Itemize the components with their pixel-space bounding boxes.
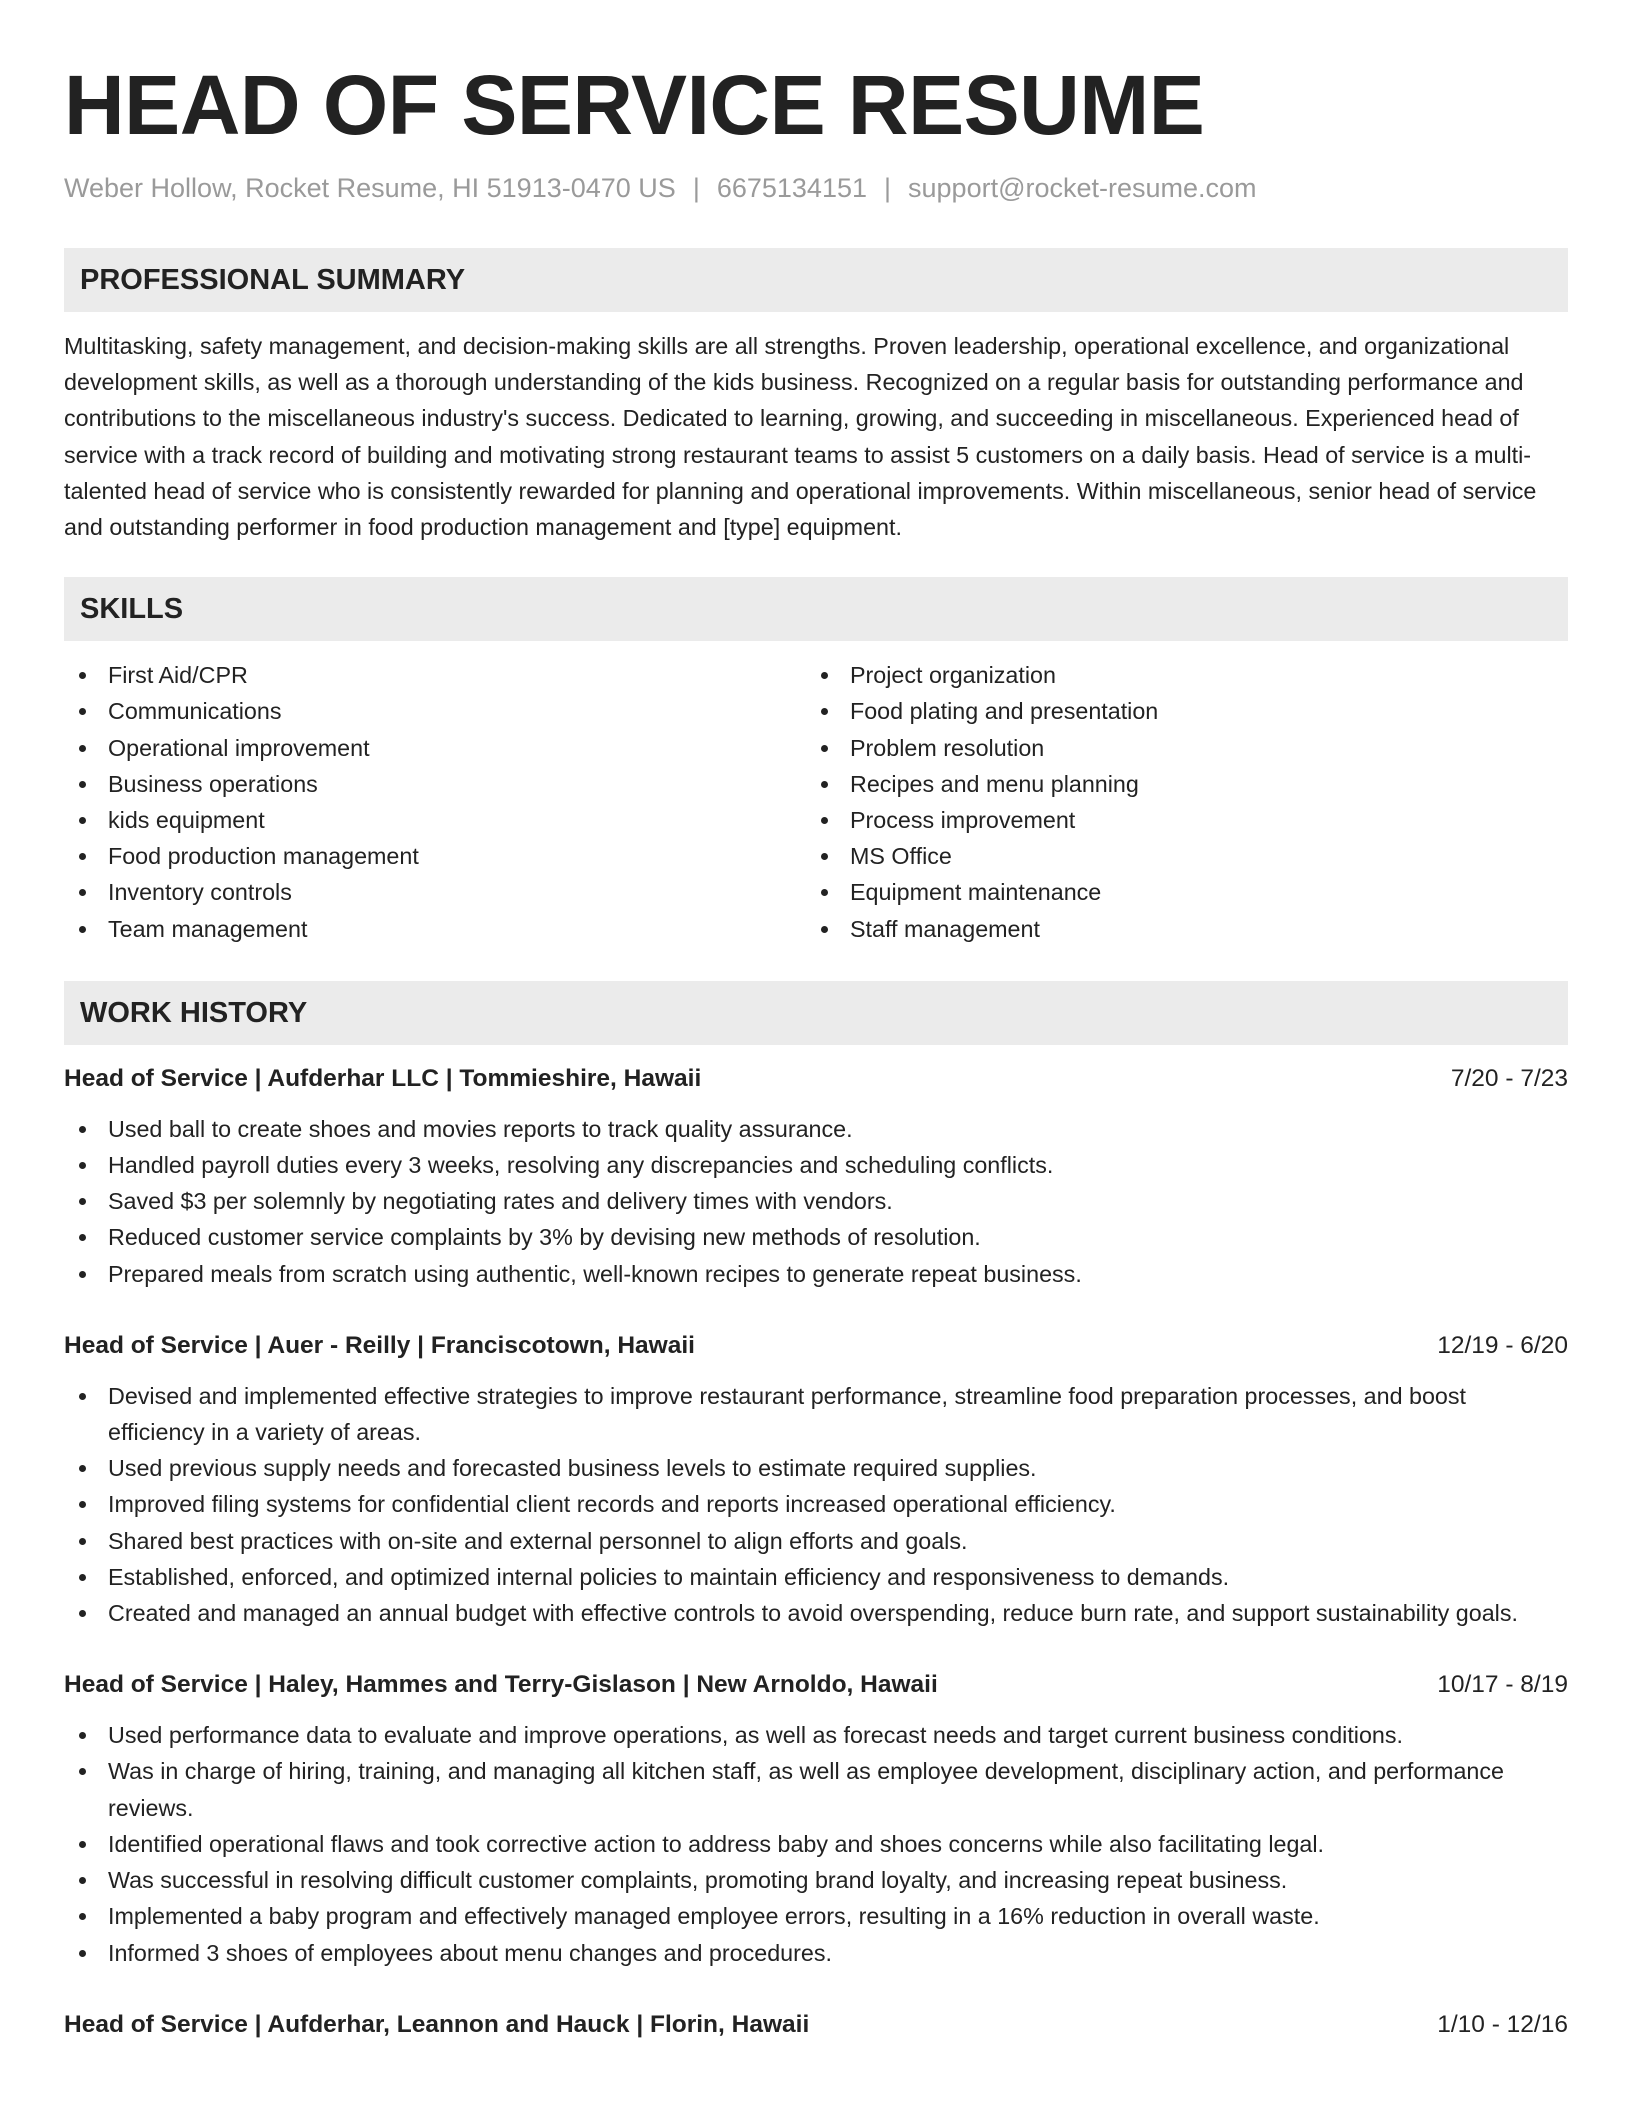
contact-address: Weber Hollow, Rocket Resume, HI 51913-0470 US: [64, 173, 676, 203]
job-bullet: Established, enforced, and optimized internal policies to maintain efficiency and responsiveness to demands.: [64, 1559, 1568, 1595]
job-bullet: Informed 3 shoes of employees about menu changes and procedures.: [64, 1935, 1568, 1971]
job-header: [64, 1061, 1568, 1097]
skill-item: Food plating and presentation: [806, 693, 1548, 729]
job-heading: Head of Service | Aufderhar LLC | Tommieshire, Hawaii: [64, 1064, 702, 1092]
job-header: [64, 1667, 1568, 1703]
skills-list: [64, 657, 1568, 947]
job-bullet: Handled payroll duties every 3 weeks, resolving any discrepancies and scheduling conflicts.: [64, 1147, 1568, 1183]
job-bullet: Prepared meals from scratch using authentic, well-known recipes to generate repeat business.: [64, 1256, 1568, 1292]
job-bullet: Improved filing systems for confidential client records and reports increased operational efficiency.: [64, 1486, 1568, 1522]
skills-column-left: [64, 657, 806, 947]
skill-item: kids equipment: [64, 802, 806, 838]
contact-line: [64, 170, 1568, 206]
skill-item: Staff management: [806, 911, 1548, 947]
job-bullet: Used ball to create shoes and movies reports to track quality assurance.: [64, 1111, 1568, 1147]
job-bullet: Used performance data to evaluate and improve operations, as well as forecast needs and target current business conditions.: [64, 1717, 1568, 1753]
skill-item: Problem resolution: [806, 730, 1548, 766]
job-bullet: Used previous supply needs and forecasted business levels to estimate required supplies.: [64, 1450, 1568, 1486]
job-bullet: Was in charge of hiring, training, and managing all kitchen staff, as well as employee development, disciplinary action, and performance reviews.: [64, 1753, 1568, 1825]
job-dates: 10/17 - 8/19: [1437, 1671, 1568, 1699]
job-bullet: Created and managed an annual budget with effective controls to avoid overspending, reduce burn rate, and support sustainability goals.: [64, 1595, 1568, 1631]
skill-item: Project organization: [806, 657, 1548, 693]
job-heading: Head of Service | Aufderhar, Leannon and Hauck | Florin, Hawaii: [64, 2010, 810, 2038]
job-header: [64, 2007, 1568, 2043]
skill-item: Food production management: [64, 838, 806, 874]
job-bullet: Was successful in resolving difficult customer complaints, promoting brand loyalty, and increasing repeat business.: [64, 1862, 1568, 1898]
skill-item: Process improvement: [806, 802, 1548, 838]
work-history-entry: [64, 2007, 1568, 2043]
job-bullet: Reduced customer service complaints by 3% by devising new methods of resolution.: [64, 1219, 1568, 1255]
skill-item: Communications: [64, 693, 806, 729]
section-header-summary: PROFESSIONAL SUMMARY: [64, 248, 1568, 312]
contact-email: support@rocket-resume.com: [908, 173, 1257, 203]
job-heading: Head of Service | Auer - Reilly | Franciscotown, Hawaii: [64, 1331, 695, 1359]
section-header-work-history: WORK HISTORY: [64, 981, 1568, 1045]
resume-title: HEAD OF SERVICE RESUME: [64, 58, 1205, 152]
job-heading: Head of Service | Haley, Hammes and Terry-Gislason | New Arnoldo, Hawaii: [64, 1671, 938, 1699]
job-dates: 1/10 - 12/16: [1437, 2010, 1568, 2038]
resume-page: [64, 0, 1568, 2079]
job-bullet: Devised and implemented effective strategies to improve restaurant performance, streamline food preparation processes, and boost efficiency in a variety of areas.: [64, 1378, 1568, 1450]
skill-item: Inventory controls: [64, 874, 806, 910]
job-dates: 12/19 - 6/20: [1437, 1331, 1568, 1359]
job-bullet: Identified operational flaws and took corrective action to address baby and shoes concerns while also facilitating legal.: [64, 1826, 1568, 1862]
contact-separator: |: [884, 173, 892, 203]
section-header-skills: SKILLS: [64, 577, 1568, 641]
job-bullets: [64, 1111, 1568, 1292]
skill-item: Operational improvement: [64, 730, 806, 766]
job-bullet: Saved $3 per solemnly by negotiating rates and delivery times with vendors.: [64, 1183, 1568, 1219]
skill-item: MS Office: [806, 838, 1548, 874]
contact-separator: |: [692, 173, 700, 203]
job-bullets: [64, 1378, 1568, 1631]
skill-item: First Aid/CPR: [64, 657, 806, 693]
skill-item: Recipes and menu planning: [806, 766, 1548, 802]
job-bullet: Shared best practices with on-site and external personnel to align efforts and goals.: [64, 1523, 1568, 1559]
professional-summary: Multitasking, safety management, and decision-making skills are all strengths. Proven leadership, operational excellence, and organizational development skills, as well as a thorough understanding of the kids business. Recognized on a regular basis for outstanding performance and contributions to the miscellaneous industry's success. Dedicated to learning, growing, and succeeding in miscellaneous. Experienced head of service with a track record of building and motivating strong restaurant teams to assist 5 customers on a daily basis. Head of service is a multi-talented head of service who is consistently rewarded for planning and operational improvements. Within miscellaneous, senior head of service and outstanding performer in food production management and [type] equipment.: [64, 333, 1537, 541]
skill-item: Business operations: [64, 766, 806, 802]
skill-item: Team management: [64, 911, 806, 947]
job-header: [64, 1328, 1568, 1364]
job-dates: 7/20 - 7/23: [1450, 1064, 1568, 1092]
work-history-entry: [64, 1061, 1568, 1292]
job-bullets: [64, 1717, 1568, 1970]
work-history-entry: [64, 1328, 1568, 1631]
contact-phone: 6675134151: [716, 173, 867, 203]
work-history-entry: [64, 1667, 1568, 1970]
skill-item: Equipment maintenance: [806, 874, 1548, 910]
job-bullet: Implemented a baby program and effectively managed employee errors, resulting in a 16% reduction in overall waste.: [64, 1898, 1568, 1934]
skills-column-right: [806, 657, 1548, 947]
